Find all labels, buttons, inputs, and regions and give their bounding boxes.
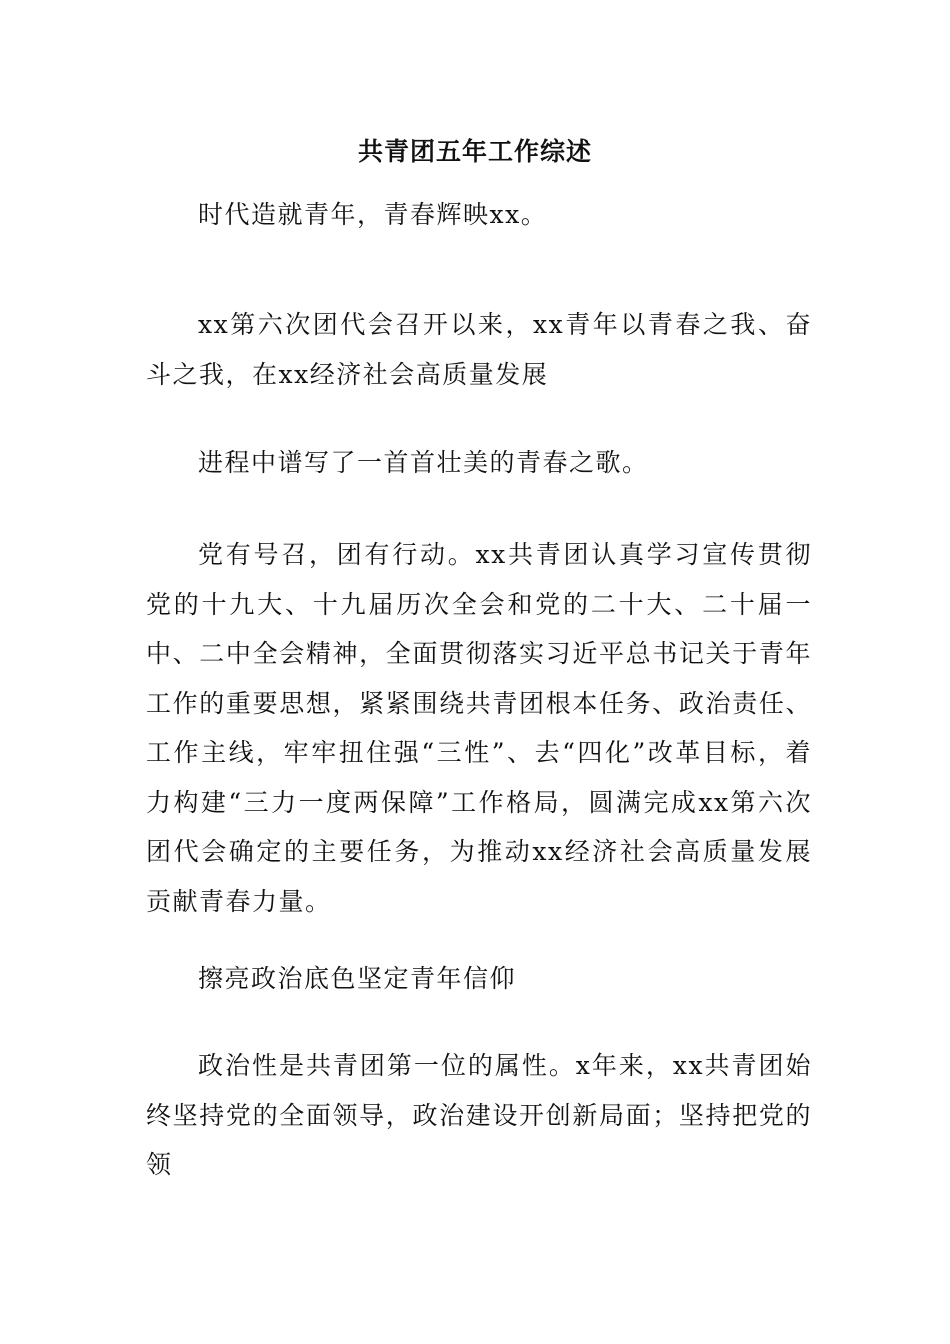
- paragraph-action: 党有号召，团有行动。xx共青团认真学习宣传贯彻党的十九大、十九届历次全会和党的二十大、二十届一中、二中全会精神，全面贯彻落实习近平总书记关于青年工作的重要思想，紧紧围绕共青团根本任务、政治责任、工作主线，牢牢扭住强“三性”、去“四化”改革目标，着力构建“三力一度两保障”工作格局，圆满完成xx第六次团代会确定的主要任务，为推动xx经济社会高质量发展贡献青春力量。: [146, 540, 812, 916]
- paragraph-congress: xx第六次团代会召开以来，xx青年以青春之我、奋斗之我，在xx经济社会高质量发展: [146, 310, 812, 389]
- document-title: 共青团五年工作综述: [357, 137, 592, 166]
- paragraph-intro: 时代造就青年，青春辉映xx。: [198, 200, 548, 229]
- paragraph-song: 进程中谱写了一首首壮美的青春之歌。: [198, 448, 649, 477]
- paragraph-political: 政治性是共青团第一位的属性。x年来，xx共青团始终坚持党的全面领导，政治建设开创新局面；坚持把党的领: [146, 1051, 812, 1179]
- section-heading: 擦亮政治底色坚定青年信仰: [198, 964, 517, 993]
